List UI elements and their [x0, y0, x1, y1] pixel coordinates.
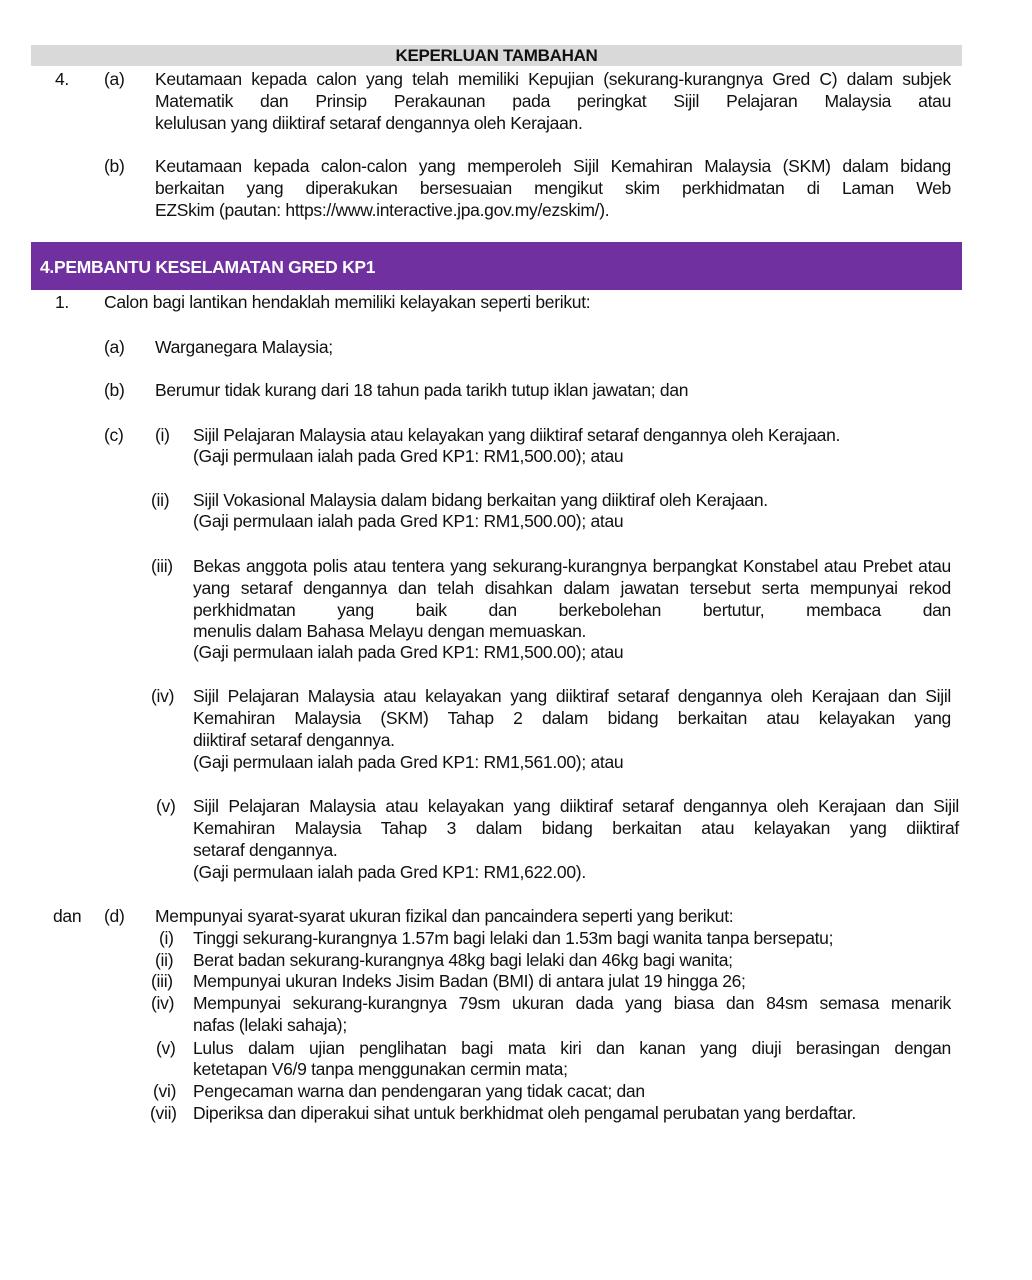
- item-label-c: (c): [104, 425, 124, 445]
- intro-number: 1.: [55, 292, 69, 312]
- intro-text: Calon bagi lantikan hendaklah memiliki kelayakan seperti berikut:: [104, 292, 591, 312]
- subitem-text: Mempunyai sekurang-kurangnya 79sm ukuran dada yang biasa dan 84sm semasa menarik: [193, 993, 951, 1013]
- item-text-d: Mempunyai syarat-syarat ukuran fizikal dan pancaindera seperti yang berikut:: [155, 906, 734, 926]
- subitem-salary: (Gaji permulaan ialah pada Gred KP1: RM1,561.00); atau: [193, 752, 624, 772]
- subitem-text: Mempunyai ukuran Indeks Jisim Badan (BMI) di antara julat 19 hingga 26;: [193, 971, 746, 991]
- item-text-b: Keutamaan kepada calon-calon yang memperoleh Sijil Kemahiran Malaysia (SKM) dalam bidang berkaitan yang diperakukan bersesuaian mengikut skim perkhidmatan di Laman Web: [155, 156, 951, 198]
- subitem-text-last: menulis dalam Bahasa Melayu dengan memuaskan.: [193, 621, 587, 641]
- subitem-text: Sijil Vokasional Malaysia dalam bidang berkaitan yang diiktiraf oleh Kerajaan.: [193, 490, 768, 510]
- item-label-b: (b): [104, 156, 125, 176]
- subitem-text-last: diiktiraf setaraf dengannya.: [193, 730, 395, 750]
- section-title: 4.PEMBANTU KESELAMATAN GRED KP1: [40, 257, 376, 277]
- item-label-b: (b): [104, 380, 125, 400]
- subitem-text-last: setaraf dengannya.: [193, 840, 338, 860]
- subitem-label: (i): [159, 928, 174, 948]
- subitem-text-last: ketetapan V6/9 tanpa menggunakan cermin mata;: [193, 1059, 568, 1079]
- subitem-label: (i): [155, 425, 170, 445]
- subitem-label: (iv): [151, 686, 175, 706]
- item-label-a: (a): [104, 69, 125, 89]
- subitem-text: Diperiksa dan diperakui sihat untuk berkhidmat oleh pengamal perubatan yang berdaftar.: [193, 1103, 856, 1123]
- subitem-salary: (Gaji permulaan ialah pada Gred KP1: RM1,500.00); atau: [193, 642, 624, 662]
- subitem-salary: (Gaji permulaan ialah pada Gred KP1: RM1,500.00); atau: [193, 511, 624, 531]
- subitem-text: Pengecaman warna dan pendengaran yang tidak cacat; dan: [193, 1081, 645, 1101]
- subitem-salary: (Gaji permulaan ialah pada Gred KP1: RM1,622.00).: [193, 862, 586, 882]
- section-header-kp1: [31, 242, 962, 290]
- subitem-text: Berat badan sekurang-kurangnya 48kg bagi lelaki dan 46kg bagi wanita;: [193, 950, 733, 970]
- section-header-keperluan-tambahan: [31, 45, 962, 66]
- subitem-label: (v): [156, 796, 176, 816]
- item-number: 4.: [55, 69, 69, 89]
- subitem-text: Sijil Pelajaran Malaysia atau kelayakan yang diiktiraf setaraf dengannya oleh Kerajaan dan Sijil Kemahiran Malaysia Tahap 3 dalam bidang berkaitan atau kelayakan yang diiktiraf: [193, 796, 959, 838]
- subitem-text: Bekas anggota polis atau tentera yang sekurang-kurangnya berpangkat Konstabel atau Prebet atau yang setaraf dengannya dan telah disahkan dalam jawatan tersebut serta mempunyai rekod perkhidmatan yang baik dan berkebolehan bertutur, membaca dan: [193, 556, 951, 620]
- item-text-a: Keutamaan kepada calon yang telah memiliki Kepujian (sekurang-kurangnya Gred C) dalam subjek Matematik dan Prinsip Perakaunan pada peringkat Sijil Pelajaran Malaysia atau: [155, 69, 951, 111]
- item-prefix-dan: dan: [53, 906, 82, 926]
- subitem-label: (iii): [151, 971, 173, 991]
- item-text-b-last: EZSkim (pautan: https://www.interactive.jpa.gov.my/ezskim/).: [155, 200, 610, 220]
- item-text-a: Warganegara Malaysia;: [155, 337, 333, 357]
- subitem-text: Tinggi sekurang-kurangnya 1.57m bagi lelaki dan 1.53m bagi wanita tanpa bersepatu;: [193, 928, 834, 948]
- subitem-text: Sijil Pelajaran Malaysia atau kelayakan yang diiktiraf setaraf dengannya oleh Kerajaan dan Sijil Kemahiran Malaysia (SKM) Tahap 2 dalam bidang berkaitan atau kelayakan yang: [193, 686, 951, 728]
- subitem-label: (iv): [151, 993, 175, 1013]
- item-text-a-last: kelulusan yang diiktiraf setaraf dengannya oleh Kerajaan.: [155, 113, 583, 133]
- item-label-a: (a): [104, 337, 125, 357]
- item-label-d: (d): [104, 906, 125, 926]
- subitem-salary: (Gaji permulaan ialah pada Gred KP1: RM1,500.00); atau: [193, 446, 624, 466]
- subitem-text: Lulus dalam ujian penglihatan bagi mata kiri dan kanan yang diuji berasingan dengan: [193, 1038, 951, 1058]
- subitem-label: (v): [156, 1038, 176, 1058]
- subitem-text-last: nafas (lelaki sahaja);: [193, 1015, 347, 1035]
- subitem-text: Sijil Pelajaran Malaysia atau kelayakan yang diiktiraf setaraf dengannya oleh Kerajaan.: [193, 425, 841, 445]
- subitem-label: (iii): [151, 556, 173, 576]
- item-text-b: Berumur tidak kurang dari 18 tahun pada tarikh tutup iklan jawatan; dan: [155, 380, 689, 400]
- subitem-label: (ii): [155, 950, 174, 970]
- section-title: KEPERLUAN TAMBAHAN: [395, 46, 598, 65]
- subitem-label: (vii): [150, 1103, 177, 1123]
- subitem-label: (ii): [151, 490, 170, 510]
- subitem-label: (vi): [153, 1081, 177, 1101]
